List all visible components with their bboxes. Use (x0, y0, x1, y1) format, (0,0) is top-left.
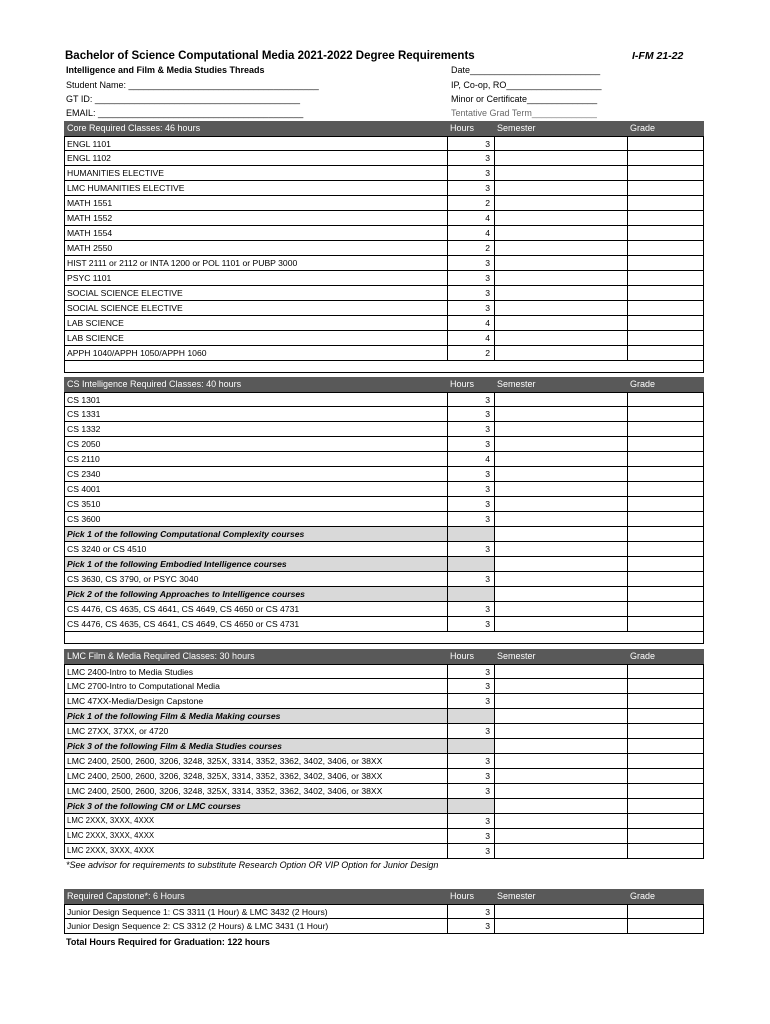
course-hours: 3 (448, 784, 495, 799)
date-field[interactable]: Date__________________________ (451, 65, 601, 75)
semester-column-header: Semester (495, 649, 628, 664)
course-name: SOCIAL SCIENCE ELECTIVE (64, 286, 448, 301)
semester-cell[interactable] (495, 286, 628, 301)
course-hours (448, 557, 495, 572)
course-row (64, 814, 704, 829)
course-name: ENGL 1101 (64, 136, 448, 151)
course-row (64, 679, 704, 694)
form-code: I-FM 21-22 (632, 50, 684, 62)
course-hours: 3 (448, 482, 495, 497)
course-hours: 3 (448, 151, 495, 166)
grade-cell[interactable] (628, 467, 704, 482)
course-row (64, 422, 704, 437)
grade-cell[interactable] (628, 814, 704, 829)
course-row (64, 286, 704, 301)
course-name: CS 1301 (64, 392, 448, 407)
course-row (64, 724, 704, 739)
course-name: CS 4001 (64, 482, 448, 497)
course-name: LMC HUMANITIES ELECTIVE (64, 181, 448, 196)
course-row (64, 407, 704, 422)
course-row (64, 346, 704, 361)
semester-cell[interactable] (495, 452, 628, 467)
course-hours: 4 (448, 452, 495, 467)
course-name: APPH 1040/APPH 1050/APPH 1060 (64, 346, 448, 361)
grade-cell[interactable] (628, 664, 704, 679)
course-row (64, 784, 704, 799)
course-hours: 3 (448, 542, 495, 557)
course-row (64, 392, 704, 407)
course-name: LAB SCIENCE (64, 316, 448, 331)
course-hours: 2 (448, 241, 495, 256)
grade-cell[interactable] (628, 166, 704, 181)
grade-column-header: Grade (628, 649, 704, 664)
semester-cell[interactable] (495, 467, 628, 482)
semester-cell[interactable] (495, 331, 628, 346)
course-name: HUMANITIES ELECTIVE (64, 166, 448, 181)
grade-cell[interactable] (628, 769, 704, 784)
course-row (64, 136, 704, 151)
pick-instruction-row (64, 527, 704, 542)
course-hours: 3 (448, 844, 495, 859)
document-title: Bachelor of Science Computational Media 2021-2022 Degree Requirements (65, 50, 475, 62)
grade-cell[interactable] (628, 844, 704, 859)
course-name: LMC 2400, 2500, 2600, 3206, 3248, 325X, 3314, 3352, 3362, 3402, 3406, or 38XX (64, 754, 448, 769)
course-name: LMC 2XXX, 3XXX, 4XXX (64, 829, 448, 844)
course-hours: 2 (448, 346, 495, 361)
spacer-cell (64, 361, 704, 373)
course-name: CS 4476, CS 4635, CS 4641, CS 4649, CS 4650 or CS 4731 (64, 602, 448, 617)
course-hours: 3 (448, 286, 495, 301)
pick-instruction-row (64, 739, 704, 754)
grade-cell[interactable] (628, 754, 704, 769)
course-hours (448, 799, 495, 814)
section-header-row (64, 377, 704, 392)
course-row (64, 437, 704, 452)
grade-cell[interactable] (628, 542, 704, 557)
semester-cell[interactable] (495, 739, 628, 754)
course-hours: 3 (448, 814, 495, 829)
semester-cell[interactable] (495, 316, 628, 331)
course-hours: 3 (448, 694, 495, 709)
grade-cell[interactable] (628, 724, 704, 739)
course-name: LMC 2400, 2500, 2600, 3206, 3248, 325X, 3314, 3352, 3362, 3402, 3406, or 38XX (64, 769, 448, 784)
course-name: LMC 2XXX, 3XXX, 4XXX (64, 814, 448, 829)
course-hours: 3 (448, 256, 495, 271)
advisor-note: *See advisor for requirements to substitute Research Option OR VIP Option for Junior Design (66, 860, 439, 870)
pick-instruction: Pick 1 of the following Film & Media Making courses (64, 709, 448, 724)
semester-cell[interactable] (495, 709, 628, 724)
semester-cell[interactable] (495, 256, 628, 271)
semester-cell[interactable] (495, 617, 628, 632)
course-name: MATH 1552 (64, 211, 448, 226)
hours-column-header: Hours (448, 377, 495, 392)
course-hours (448, 709, 495, 724)
semester-cell[interactable] (495, 136, 628, 151)
course-hours: 3 (448, 271, 495, 286)
semester-cell[interactable] (495, 814, 628, 829)
semester-cell[interactable] (495, 226, 628, 241)
course-row (64, 754, 704, 769)
grade-cell[interactable] (628, 211, 704, 226)
pick-instruction: Pick 1 of the following Embodied Intelligence courses (64, 557, 448, 572)
grade-cell[interactable] (628, 422, 704, 437)
course-row (64, 271, 704, 286)
course-row (64, 617, 704, 632)
section-spacer (64, 361, 704, 373)
course-row (64, 196, 704, 211)
grade-cell[interactable] (628, 739, 704, 754)
course-hours: 3 (448, 679, 495, 694)
semester-cell[interactable] (495, 587, 628, 602)
grade-column-header: Grade (628, 377, 704, 392)
course-row (64, 467, 704, 482)
grade-cell[interactable] (628, 241, 704, 256)
course-name: CS 2340 (64, 467, 448, 482)
course-hours: 3 (448, 919, 495, 934)
semester-cell[interactable] (495, 407, 628, 422)
course-name: CS 3630, CS 3790, or PSYC 3040 (64, 572, 448, 587)
grade-cell[interactable] (628, 452, 704, 467)
grade-cell[interactable] (628, 437, 704, 452)
grade-cell[interactable] (628, 904, 704, 919)
course-name: CS 2050 (64, 437, 448, 452)
grade-cell[interactable] (628, 407, 704, 422)
course-name: PSYC 1101 (64, 271, 448, 286)
course-name: CS 1331 (64, 407, 448, 422)
course-hours: 3 (448, 497, 495, 512)
course-hours: 3 (448, 392, 495, 407)
semester-cell[interactable] (495, 482, 628, 497)
course-hours: 3 (448, 769, 495, 784)
minor-certificate-field[interactable]: Minor or Certificate______________ (451, 94, 598, 104)
semester-cell[interactable] (495, 664, 628, 679)
section-title: Core Required Classes: 46 hours (64, 121, 448, 136)
course-hours: 4 (448, 316, 495, 331)
semester-cell[interactable] (495, 799, 628, 814)
semester-cell[interactable] (495, 512, 628, 527)
course-hours: 3 (448, 664, 495, 679)
course-hours: 3 (448, 407, 495, 422)
course-name: CS 3510 (64, 497, 448, 512)
course-row (64, 256, 704, 271)
grade-cell[interactable] (628, 829, 704, 844)
course-hours: 4 (448, 226, 495, 241)
pick-instruction: Pick 2 of the following Approaches to Intelligence courses (64, 587, 448, 602)
grade-cell[interactable] (628, 346, 704, 361)
semester-cell[interactable] (495, 754, 628, 769)
grade-cell[interactable] (628, 286, 704, 301)
semester-cell[interactable] (495, 241, 628, 256)
course-name: LMC 27XX, 37XX, or 4720 (64, 724, 448, 739)
semester-cell[interactable] (495, 196, 628, 211)
course-row (64, 211, 704, 226)
threads-subtitle: Intelligence and Film & Media Studies Threads (66, 65, 265, 75)
course-row (64, 542, 704, 557)
course-name: CS 2110 (64, 452, 448, 467)
grade-cell[interactable] (628, 602, 704, 617)
course-hours: 3 (448, 136, 495, 151)
course-name: CS 3240 or CS 4510 (64, 542, 448, 557)
semester-cell[interactable] (495, 572, 628, 587)
pick-instruction-row (64, 587, 704, 602)
email-field[interactable]: EMAIL: _________________________________________ (66, 108, 304, 118)
course-row (64, 844, 704, 859)
course-name: CS 4476, CS 4635, CS 4641, CS 4649, CS 4650 or CS 4731 (64, 617, 448, 632)
course-row (64, 166, 704, 181)
semester-cell[interactable] (495, 527, 628, 542)
semester-cell[interactable] (495, 904, 628, 919)
course-row (64, 769, 704, 784)
course-name: LMC 2XXX, 3XXX, 4XXX (64, 844, 448, 859)
grade-cell[interactable] (628, 587, 704, 602)
course-hours: 3 (448, 572, 495, 587)
pick-instruction: Pick 3 of the following CM or LMC courses (64, 799, 448, 814)
grade-cell[interactable] (628, 181, 704, 196)
grade-column-header: Grade (628, 889, 704, 904)
section-title: Required Capstone*: 6 Hours (64, 889, 448, 904)
grade-cell[interactable] (628, 527, 704, 542)
course-row (64, 181, 704, 196)
grade-cell[interactable] (628, 919, 704, 934)
course-hours: 3 (448, 617, 495, 632)
course-name: LMC 2700-Intro to Computational Media (64, 679, 448, 694)
semester-cell[interactable] (495, 769, 628, 784)
course-row (64, 331, 704, 346)
course-hours: 3 (448, 512, 495, 527)
course-row (64, 452, 704, 467)
course-hours: 3 (448, 467, 495, 482)
grade-cell[interactable] (628, 331, 704, 346)
grade-cell[interactable] (628, 151, 704, 166)
course-row (64, 482, 704, 497)
semester-cell[interactable] (495, 602, 628, 617)
semester-cell[interactable] (495, 392, 628, 407)
semester-cell[interactable] (495, 301, 628, 316)
course-name: LAB SCIENCE (64, 331, 448, 346)
grade-cell[interactable] (628, 482, 704, 497)
grade-cell[interactable] (628, 226, 704, 241)
course-name: CS 1332 (64, 422, 448, 437)
course-row (64, 226, 704, 241)
grade-cell[interactable] (628, 799, 704, 814)
semester-cell[interactable] (495, 829, 628, 844)
grade-cell[interactable] (628, 617, 704, 632)
grade-cell[interactable] (628, 572, 704, 587)
course-hours (448, 739, 495, 754)
semester-column-header: Semester (495, 377, 628, 392)
semester-cell[interactable] (495, 844, 628, 859)
semester-cell[interactable] (495, 166, 628, 181)
course-name: SOCIAL SCIENCE ELECTIVE (64, 301, 448, 316)
pick-instruction-row (64, 557, 704, 572)
course-hours (448, 527, 495, 542)
grade-cell[interactable] (628, 301, 704, 316)
semester-cell[interactable] (495, 437, 628, 452)
section-title: LMC Film & Media Required Classes: 30 hours (64, 649, 448, 664)
course-row (64, 904, 704, 919)
course-hours: 3 (448, 724, 495, 739)
pick-instruction-row (64, 799, 704, 814)
course-hours: 3 (448, 602, 495, 617)
course-row (64, 829, 704, 844)
grade-cell[interactable] (628, 256, 704, 271)
semester-cell[interactable] (495, 724, 628, 739)
grade-cell[interactable] (628, 271, 704, 286)
grade-cell[interactable] (628, 497, 704, 512)
section-header-row (64, 649, 704, 664)
course-row (64, 241, 704, 256)
semester-column-header: Semester (495, 121, 628, 136)
grade-cell[interactable] (628, 392, 704, 407)
pick-instruction: Pick 3 of the following Film & Media Studies courses (64, 739, 448, 754)
student-name-field[interactable]: Student Name: ______________________________________ (66, 80, 319, 90)
course-hours: 4 (448, 211, 495, 226)
course-row (64, 316, 704, 331)
capstone-table (64, 889, 704, 934)
course-hours: 3 (448, 754, 495, 769)
hours-column-header: Hours (448, 121, 495, 136)
semester-cell[interactable] (495, 784, 628, 799)
semester-cell[interactable] (495, 542, 628, 557)
course-row (64, 919, 704, 934)
course-hours: 3 (448, 166, 495, 181)
section-header-row (64, 121, 704, 136)
course-name: MATH 1554 (64, 226, 448, 241)
grade-cell[interactable] (628, 136, 704, 151)
semester-cell[interactable] (495, 679, 628, 694)
semester-cell[interactable] (495, 181, 628, 196)
section-title: CS Intelligence Required Classes: 40 hours (64, 377, 448, 392)
gt-id-field[interactable]: GT ID: _________________________________________ (66, 94, 301, 104)
semester-cell[interactable] (495, 497, 628, 512)
semester-cell[interactable] (495, 422, 628, 437)
course-name: Junior Design Sequence 2: CS 3312 (2 Hours) & LMC 3431 (1 Hour) (64, 919, 448, 934)
grade-cell[interactable] (628, 709, 704, 724)
course-hours: 4 (448, 331, 495, 346)
course-row (64, 497, 704, 512)
course-name: LMC 47XX-Media/Design Capstone (64, 694, 448, 709)
course-name: LMC 2400, 2500, 2600, 3206, 3248, 325X, 3314, 3352, 3362, 3402, 3406, or 38XX (64, 784, 448, 799)
ip-coop-field[interactable]: IP, Co-op, RO___________________ (451, 80, 602, 90)
course-row (64, 512, 704, 527)
course-row (64, 151, 704, 166)
semester-cell[interactable] (495, 211, 628, 226)
pick-instruction-row (64, 709, 704, 724)
course-hours: 2 (448, 196, 495, 211)
grad-term-field[interactable]: Tentative Grad Term_____________ (451, 108, 597, 118)
course-row (64, 664, 704, 679)
course-row (64, 694, 704, 709)
course-hours (448, 587, 495, 602)
spacer-cell (64, 632, 704, 644)
grade-cell[interactable] (628, 316, 704, 331)
course-name: ENGL 1102 (64, 151, 448, 166)
grade-column-header: Grade (628, 121, 704, 136)
lmc-film-media-table (64, 649, 704, 859)
grade-cell[interactable] (628, 512, 704, 527)
semester-cell[interactable] (495, 694, 628, 709)
course-row (64, 602, 704, 617)
course-name: LMC 2400-Intro to Media Studies (64, 664, 448, 679)
semester-cell[interactable] (495, 557, 628, 572)
hours-column-header: Hours (448, 889, 495, 904)
course-name: MATH 2550 (64, 241, 448, 256)
hours-column-header: Hours (448, 649, 495, 664)
core-classes-table (64, 121, 704, 373)
course-hours: 3 (448, 422, 495, 437)
semester-cell[interactable] (495, 151, 628, 166)
course-hours: 3 (448, 437, 495, 452)
course-row (64, 572, 704, 587)
course-hours: 3 (448, 181, 495, 196)
grade-cell[interactable] (628, 784, 704, 799)
course-row (64, 301, 704, 316)
grade-cell[interactable] (628, 694, 704, 709)
course-name: CS 3600 (64, 512, 448, 527)
semester-column-header: Semester (495, 889, 628, 904)
course-hours: 3 (448, 829, 495, 844)
semester-cell[interactable] (495, 271, 628, 286)
section-header-row (64, 889, 704, 904)
semester-cell[interactable] (495, 346, 628, 361)
course-name: MATH 1551 (64, 196, 448, 211)
course-hours: 3 (448, 904, 495, 919)
course-name: Junior Design Sequence 1: CS 3311 (1 Hour) & LMC 3432 (2 Hours) (64, 904, 448, 919)
total-hours: Total Hours Required for Graduation: 122 hours (66, 937, 270, 947)
pick-instruction: Pick 1 of the following Computational Complexity courses (64, 527, 448, 542)
grade-cell[interactable] (628, 557, 704, 572)
grade-cell[interactable] (628, 679, 704, 694)
semester-cell[interactable] (495, 919, 628, 934)
cs-intelligence-table (64, 377, 704, 644)
grade-cell[interactable] (628, 196, 704, 211)
section-spacer (64, 632, 704, 644)
course-name: HIST 2111 or 2112 or INTA 1200 or POL 1101 or PUBP 3000 (64, 256, 448, 271)
course-hours: 3 (448, 301, 495, 316)
